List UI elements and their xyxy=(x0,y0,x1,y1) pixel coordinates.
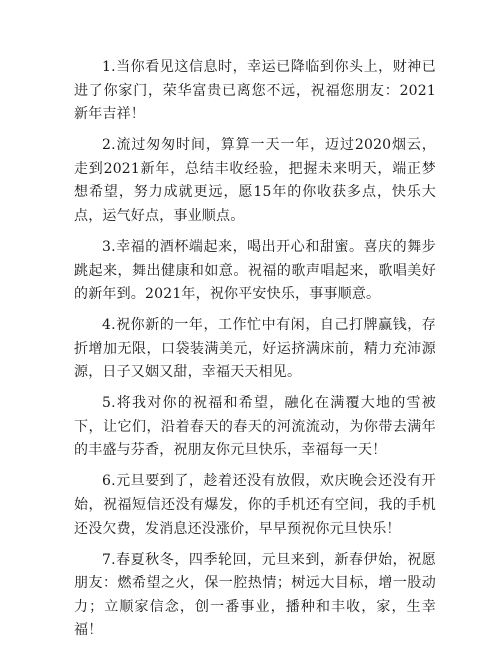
paragraph-3: 3.幸福的酒杯端起来，喝出开心和甜蜜。喜庆的舞步跳起来，舞出健康和如意。祝福的歌声唱起来，歌唱美好的新年到。2021年，祝你平安快乐，事事顺意。 xyxy=(74,238,436,303)
paragraph-7: 7.春夏秋冬，四季轮回，元旦来到，新春伊始，祝愿朋友：燃希望之火，保一腔热情；树远大目标，增一股动力；立顺家信念，创一番事业，播种和丰收，家，生幸福！ xyxy=(74,551,436,639)
paragraph-4: 4.祝你新的一年，工作忙中有闲，自己打牌赢钱，存折增加无限，口袋装满美元，好运挤满床前，精力充沛源源，日子又姻又甜，幸福天天相见。 xyxy=(74,317,436,381)
document-body xyxy=(74,56,436,650)
paragraph-5: 5.将我对你的祝福和希望，融化在满覆大地的雪被下，让它们，沿着春天的春天的河流流动，为你带去满年的丰盛与芬香，祝朋友你元旦快乐，幸福每一天！ xyxy=(74,395,436,459)
paragraph-6: 6.元旦要到了，趁着还没有放假，欢庆晚会还没有开始，祝福短信还没有爆发，你的手机还有空间，我的手机还没欠费，发消息还没涨价，早早预祝你元旦快乐！ xyxy=(74,473,436,537)
paragraph-1: 1.当你看见这信息时，幸运已降临到你头上，财神已进了你家门，荣华富贵已离您不远，祝福您朋友：2021新年吉祥！ xyxy=(74,59,436,123)
paragraph-2: 2.流过匆匆时间，算算一天一年，迈过2020烟云，走到2021新年，总结丰收经验，把握未来明天，端正梦想希望，努力成就更远，愿15年的你收获多点，快乐大点，运气好点，事业顺点。 xyxy=(74,137,436,224)
